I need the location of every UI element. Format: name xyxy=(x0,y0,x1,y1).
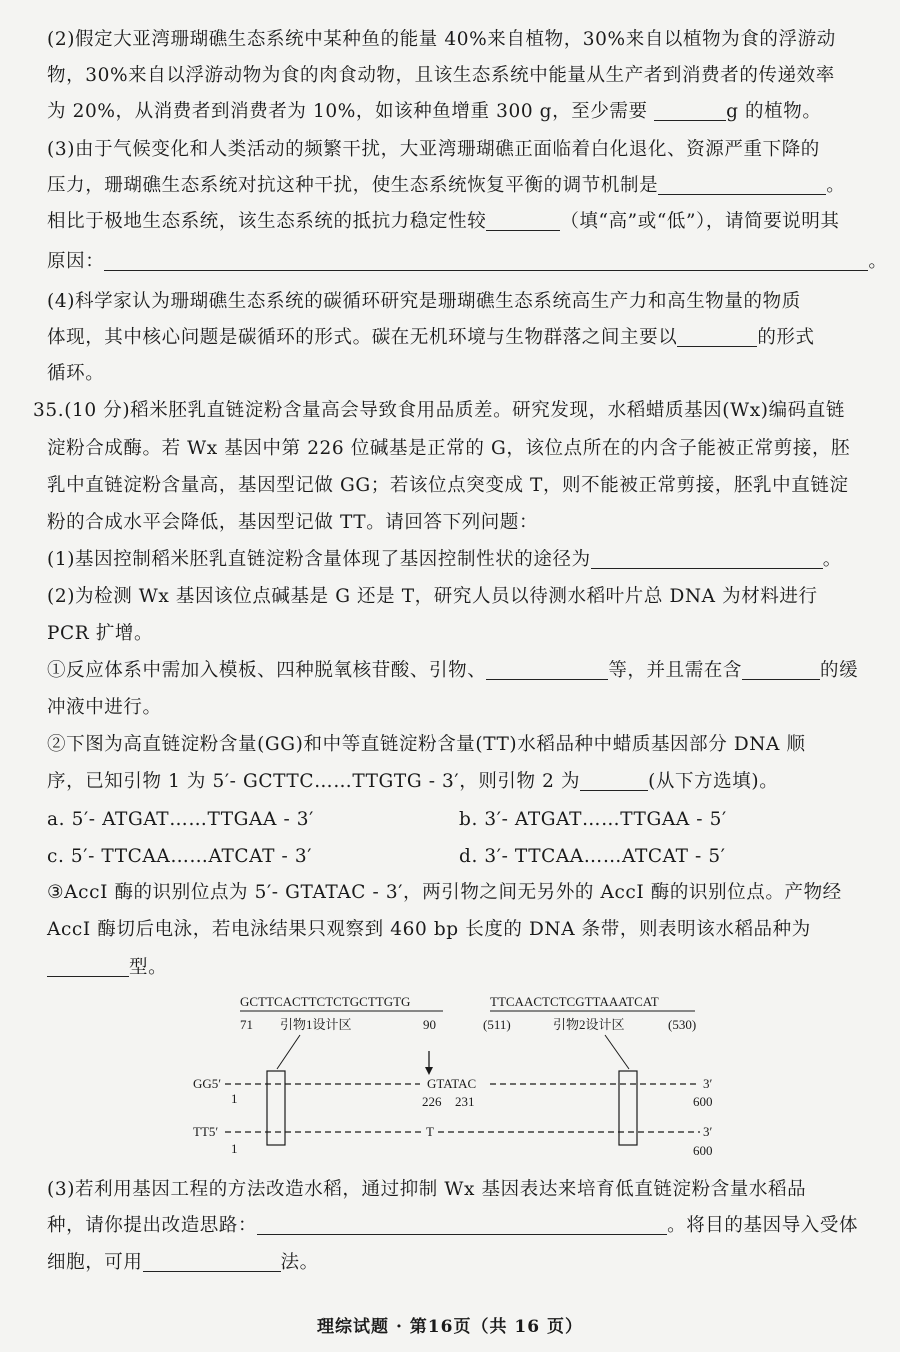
position-71: 71 xyxy=(240,1017,253,1032)
dna-sequence-diagram xyxy=(185,985,745,1165)
gg-strand-end: 3′ xyxy=(703,1076,713,1091)
tt-position-1: 1 xyxy=(231,1141,238,1156)
text-line: 为 20%，从消费者到消费者为 10%，如该种鱼增重 300 g，至少需要 g 的植物。 xyxy=(47,101,822,122)
text-line: (3)若利用基因工程的方法改造水稻，通过抑制 Wx 基因表达来培育低直链淀粉含量水稻品 xyxy=(47,1179,807,1200)
text-line: 序，已知引物 1 为 5′- GCTTC……TTGTG - 3′，则引物 2 为 (从下方选填)。 xyxy=(47,771,779,792)
text-line: 冲液中进行。 xyxy=(47,697,162,718)
mutation-arrow-icon xyxy=(425,1067,433,1075)
tt-strand-end: 3′ xyxy=(703,1124,713,1139)
option-c: c. 5′- TTCAA……ATCAT - 3′ xyxy=(47,846,313,867)
text-line: (4)科学家认为珊瑚礁生态系统的碳循环研究是珊瑚礁生态系统高生产力和高生物量的物质 xyxy=(47,291,801,312)
position-231: 231 xyxy=(455,1094,475,1109)
text-line: 淀粉合成酶。若 Wx 基因中第 226 位碱基是正常的 G，该位点所在的内含子能被正常剪接，胚 xyxy=(47,438,851,459)
option-d: d. 3′- TTCAA……ATCAT - 5′ xyxy=(459,846,726,867)
text-line: (3)由于气候变化和人类活动的频繁干扰，大亚湾珊瑚礁正面临着白化退化、资源严重下降的 xyxy=(47,139,820,160)
primer1-pointer xyxy=(277,1035,300,1069)
text-line: 循环。 xyxy=(47,363,105,384)
text-line: PCR 扩增。 xyxy=(47,623,154,644)
answer-blank[interactable] xyxy=(257,1214,667,1235)
text-line: (2)为检测 Wx 基因该位点碱基是 G 还是 T，研究人员以待测水稻叶片总 DNA 为材料进行 xyxy=(47,586,818,607)
text-line: (2)假定大亚湾珊瑚礁生态系统中某种鱼的能量 40%来自植物，30%来自以植物为食的浮游动 xyxy=(47,29,836,50)
position-530: (530) xyxy=(668,1017,697,1032)
text-line: 原因： 。 xyxy=(47,251,888,272)
text-line: ②下图为高直链淀粉含量(GG)和中等直链淀粉含量(TT)水稻品种中蜡质基因部分 DNA 顺 xyxy=(47,734,806,755)
answer-blank[interactable] xyxy=(486,210,560,231)
accI-site: GTATAC xyxy=(427,1076,477,1091)
gg-position-600: 600 xyxy=(693,1094,713,1109)
answer-blank[interactable] xyxy=(677,326,757,347)
text-line: 粉的合成水平会降低，基因型记做 TT。请回答下列问题： xyxy=(47,512,539,533)
text-line: 压力，珊瑚礁生态系统对抗这种干扰，使生态系统恢复平衡的调节机制是 。 xyxy=(47,175,846,196)
tt-strand-label: TT5′ xyxy=(193,1124,219,1139)
tt-position-600: 600 xyxy=(693,1143,713,1158)
position-511: (511) xyxy=(483,1017,511,1032)
answer-blank[interactable] xyxy=(47,956,129,977)
text-line: 细胞，可用 法。 xyxy=(47,1252,319,1273)
text-line: (1)基因控制稻米胚乳直链淀粉含量体现了基因控制性状的途径为 。 xyxy=(47,549,842,570)
question-35-heading: 35.(10 分)稻米胚乳直链淀粉含量高会导致食用品质差。研究发现，水稻蜡质基因(Wx)编码直链 xyxy=(33,400,845,421)
primer2-sequence: TTCAACTCTCGTTAAATCAT xyxy=(490,994,659,1009)
primer2-pointer xyxy=(605,1035,629,1069)
page-footer: 理综试题 · 第16页（共 16 页） xyxy=(317,1317,583,1337)
answer-blank[interactable] xyxy=(591,548,823,569)
answer-blank[interactable] xyxy=(486,659,608,680)
text-line: 相比于极地生态系统，该生态系统的抵抗力稳定性较 （填“高”或“低”），请简要说明其 xyxy=(47,211,840,232)
primer1-box xyxy=(267,1071,285,1145)
text-line: AccI 酶切后电泳，若电泳结果只观察到 460 bp 长度的 DNA 条带，则表明该水稻品种为 xyxy=(47,919,811,940)
answer-blank[interactable] xyxy=(143,1251,281,1272)
text-line: ③AccI 酶的识别位点为 5′- GTATAC - 3′，两引物之间无另外的 AccI 酶的识别位点。产物经 xyxy=(47,882,842,903)
primer2-box xyxy=(619,1071,637,1145)
answer-blank[interactable] xyxy=(104,250,868,271)
answer-blank[interactable] xyxy=(742,659,820,680)
text-line: ①反应体系中需加入模板、四种脱氧核苷酸、引物、 等，并且需在含 的缓 xyxy=(47,660,859,681)
position-90: 90 xyxy=(423,1017,436,1032)
answer-blank[interactable] xyxy=(654,100,726,121)
answer-blank[interactable] xyxy=(580,770,648,791)
text-line: 乳中直链淀粉含量高，基因型记做 GG；若该位点突变成 T，则不能被正常剪接，胚乳中直链淀 xyxy=(47,475,849,496)
primer1-region-label: 引物1设计区 xyxy=(280,1017,352,1032)
text-line: 体现，其中核心问题是碳循环的形式。碳在无机环境与生物群落之间主要以 的形式 xyxy=(47,327,815,348)
answer-blank[interactable] xyxy=(658,174,826,195)
option-a: a. 5′- ATGAT……TTGAA - 3′ xyxy=(47,809,314,830)
text-line: 物，30%来自以浮游动物为食的肉食动物，且该生态系统中能量从生产者到消费者的传递效率 xyxy=(47,65,835,86)
position-226: 226 xyxy=(422,1094,442,1109)
gg-strand-label: GG5′ xyxy=(193,1076,222,1091)
gg-position-1: 1 xyxy=(231,1091,238,1106)
text-line: 种，请你提出改造思路： 。将目的基因导入受体 xyxy=(47,1215,859,1236)
tt-mutation-base: T xyxy=(426,1124,434,1139)
primer2-region-label: 引物2设计区 xyxy=(553,1017,625,1032)
option-b: b. 3′- ATGAT……TTGAA - 5′ xyxy=(459,809,727,830)
primer1-sequence: GCTTCACTTCTCTGCTTGTG xyxy=(240,994,411,1009)
text-line: 型。 xyxy=(47,956,167,980)
